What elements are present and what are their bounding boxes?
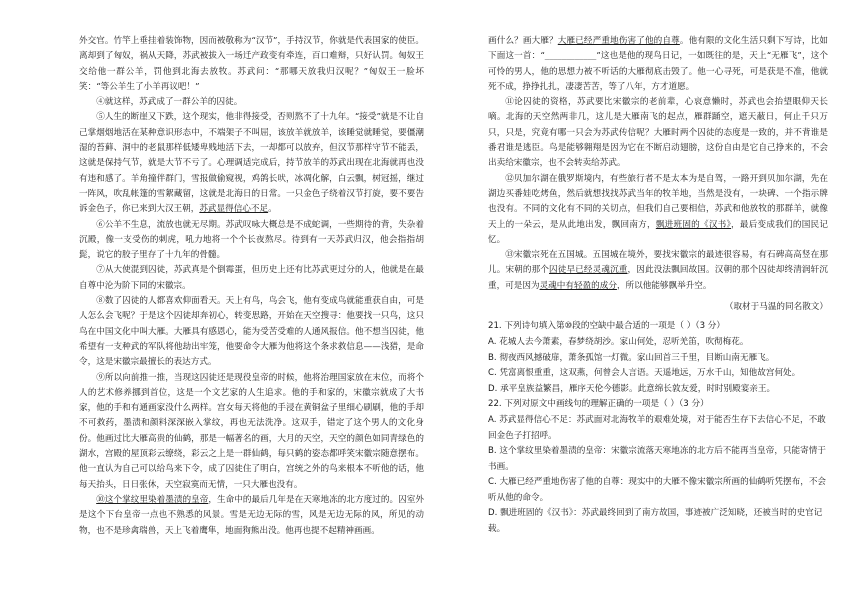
essay-paragraph-10 [79,493,424,539]
essay-paragraph-11: ⑪论囚徒的资格，苏武要比宋徽宗的老前辈，心哀意懒时，苏武也会抬望眼仰天长嘀。北海的天空然两非几，这儿是大雁南飞的起点，雁群踊空，遮天蔽日，何止千只万只，只是，究竟有哪一只会为苏武传信呢？大雁时两个囚徒的态度是一致的，并不背谁是番君谁是逃臣。鸟是能够翱翔是因为它在不断启动翅膀，这份自由是它自己挣来的，不会出卖给宋徽宗，也不会转卖给苏武。 [488,97,828,169]
underlined-phrase-heavy-soul: 囚徒早已经灵魂沉重 [549,265,628,276]
underlined-phrase-light-soul: 灵魂中有轻盈的成分 [539,280,617,291]
question-21-option-d: D. 承平皇族益繁昌，雁序天伦今德影。此意绵长敦友爱，时时别殿宴亲王。 [488,383,776,394]
essay-paragraph-4: ④就这样，苏武成了一群公羊的囚徒。 [96,97,243,108]
underlined-phrase-emperor: ⑩这个掌纹里染着墨渍的皇帝 [96,494,209,505]
essay-paragraph-10-cont [488,34,828,95]
right-column [488,34,828,538]
question-21-option-c: C. 凭富离恨重重，这双燕，何曾会人言语。天遥地远，万水千山，知他故宫何处。 [488,368,801,379]
question-22-option-a: A. 苏武显得信心不足：苏武面对北海牧羊的艰难处境，对于能否生存下去信心不足，不敢回金色子打招呼。 [488,414,826,441]
essay-paragraph-12-a: ⑫贝加尔湖在俄罗斯境内，有些旅行者不是太本为是自驾，一路开到贝加尔湖，先在湖边买番娃吃烤鱼，然后就想找找苏武当年的牧羊地，当然是没有，一块碑、一个指示牌也没有。不同的文化有不同的关切点，但我们自己要相信，苏武和他放牧的那群羊，就像天上的一朵云，是从此地出发，飘回南方， [488,173,828,230]
essay-paragraph-5-text: ⑤人生的断崖又下跌，这个现实，他非得接受，否则熬不了十九年。“接受”就是不让自己掌烟烟地活在某种意识形态中，不端架子不叫屈，该放羊就放羊，该睡觉就睡觉，要僵潮湿的苔藓、洞中的老鼠那样低矮卑贱地活下去，一却都可以放弃，但汉节那样守节不能丢，这就是保持气节，就是大节不亏了。心理调适完成后，持节放羊的苏武出现在北海就再也没有违和感了。羊角撞伴群门，雪报做偷窥视，鸡鸽长吠，冰凋化解，白云飘，树冠摇，继过一阵风，吹乱帐篷的雪絮藏留，这就是北海日的日常。一只金色子绕着汉节打旋，要不要告诉金色子，你已来到大汉王朝， [79,112,424,215]
essay-paragraph-8: ⑧数了囚徒的人都喜欢仰面看天。天上有鸟，鸟会飞，他有变成鸟就能重获自由，可是人怎么会飞呢？于是这个囚徒却奔初心，转变思路，开始在天空搜寻：他要找一只鸟，这只鸟在中国文化中叫大雁。大雁具有感恩心，能为受苦受难的人通风报信。他不想当囚徒，他希望有一支种武的军队将他劫出牢笼，他要命令大雁为他将这个条求救信息——浅猎，是命令，这是宋徽宗最擅长的表达方式。 [79,296,424,368]
underlined-phrase-confidence: 苏武显得信心不足 [199,204,269,215]
essay-paragraph-13-c: ，所以他能够飘举升空。 [616,280,712,291]
essay-paragraph-13-b: ，因此没法飘回故国。汉朝的那个囚徒却终清润轩沉重，可是因为 [488,265,828,291]
question-21-option-a: A. 花城人去今萧素，春梦绕胡沙。家山何处，忍听羌笛，吹彻梅花。 [488,336,749,347]
essay-paragraph-7: ⑦从大使混到囚徒，苏武真是个倒霉蛋，但历史上还有比苏武更过分的人，他就是在最自尊中沦为阶下同的宋徽宗。 [79,265,424,291]
question-21-option-b: B. 彻夜西风撼破扉，萧条孤馆一灯微。家山回首三千里，目断山南无雁飞。 [488,352,775,363]
question-22-option-c: C. 大雁已经严重地伤害了他的自尊：现实中的大雁不像宋徽宗所画的仙鹤听凭摆布，不会听从他的命令。 [488,477,827,503]
underlined-phrase-dignity: 大雁已经严重地伤害了他的自尊 [557,36,680,46]
left-column [79,34,424,539]
essay-paragraph-10-cont-b: 。他有限的文化生活只剩下写诗，比如下面这一首：“____________”这也是他的现鸟日记，一如既往的是，天上“无雁飞”，这个可怜的男人，他的思想力被不听话的大雁彻底击毁了。他一心寻死，可是获是不准，他就死不成，挣挣扎扎，凄凄苦苦，等了八年，方才道愿。 [488,36,828,92]
essay-paragraph-12 [488,172,828,248]
question-21-title: 21. 下列诗句填入第⑩段的空缺中最合适的一项是（ ）（3 分） [488,321,725,332]
essay-paragraph-13 [488,248,828,294]
essay-paragraph-6: ⑥公羊不生息，流放也就无尽期。苏武叹咏大概总是不成蛇调，一些期待的背，失杂着沉殿，像一支受伤的刺虎，吼力地将一个个长夜熬尽。待到有一天苏武归汉，他会指指胡髭，说它的胶子里存了十九年的骨髓。 [79,219,424,261]
question-22-option-b: B. 这个掌纹里染着墨渍的皇帝：宋徽宗流落天寒地冻的北方后不能再当皇帝，只能寄情于书画。 [488,446,826,472]
source-note: （取材于马温的同名散文） [724,302,828,313]
essay-paragraph-12-b: ，最后变成我们的国民记忆。 [488,219,828,245]
question-22-title: 22. 下列对原文中画线句的理解正确的一项是（ ）（3 分） [488,399,709,410]
question-22-option-d: D. 飘进班固的《汉书》：苏武最终回到了南方故国，事迹被广泛知晓，还被当时的史官记载。 [488,508,823,535]
essay-paragraph-10-text: ，生命中的最后几年是在天寒地冻的北方度过的。囚室外是这个下台皇帝一点也不熟悉的风景。雪是无边无际的雪，风是无边无际的风，所见的动物，也不是珍禽瑞兽，天上飞着鹰隼，地面狗熊出没。他再也提不起精神画画。 [79,494,424,536]
essay-paragraph-9: ⑨所以向前推一推，当现这囚徒还是现役皇帝的时候，他将治理国家放在末位，而将个人的艺术修养挪到首位，这是一个文艺家的人生追求。他的手和家的，宋徽宗就成了大书家，他的手和有通画家没什么两样。宫女每天将他的手浸在黄铜盆子里细心刷刷，他的手却不可救药，墨渍和颜料深深嵌入掌纹，再也无法洗净。这双手，错定了这个男人的文化身份。他画过比大雁高贵的仙鹤，那是一幅著名的画，大月的天空，天空的颜色如同青绿色的湖水，宫殿的屋顶彩云缭绕，彩云之上是一群仙鹤，每只鹤的姿态都呼笑宋徽宗随意摆布。他一直认为自己可以给鸟来下令，成了囚徒住了明白，宫统之外的鸟来根本不听他的话，他每天抬头，日日张休，天空寂寞而无情，一只大雁也没有。 [79,372,424,490]
essay-paragraph-5 [79,110,424,217]
essay-paragraph-5-end: 。 [268,204,277,215]
essay-paragraph-10-cont-a: 画什么？画大雁？ [488,36,558,46]
underlined-phrase-hanshu: 飘进班固的《汉书》 [655,219,732,230]
essay-paragraph-1: 外交官。竹竿上垂挂着装饰物，因而被敬称为“汉节”，手持汉节，你就是代表国家的使臣。离却到了匈奴，祸从天降，苏武被拔入一场迁产政变有牵连，百口难辩，只好认罚。匈奴王交给他一群公羊，罚他到北海去放牧。苏武问：“那哪天放我归汉呢？”匈奴王一脸坏笑：“等公羊生了小羊再议吧！” [79,36,424,92]
essay-paragraph-13-a: ⑬宋徽宗死在五国城。五国城在境外，要找宋徽宗的最迹很容易，有石碑高高竖在那儿。宋朝的那个 [488,250,828,276]
